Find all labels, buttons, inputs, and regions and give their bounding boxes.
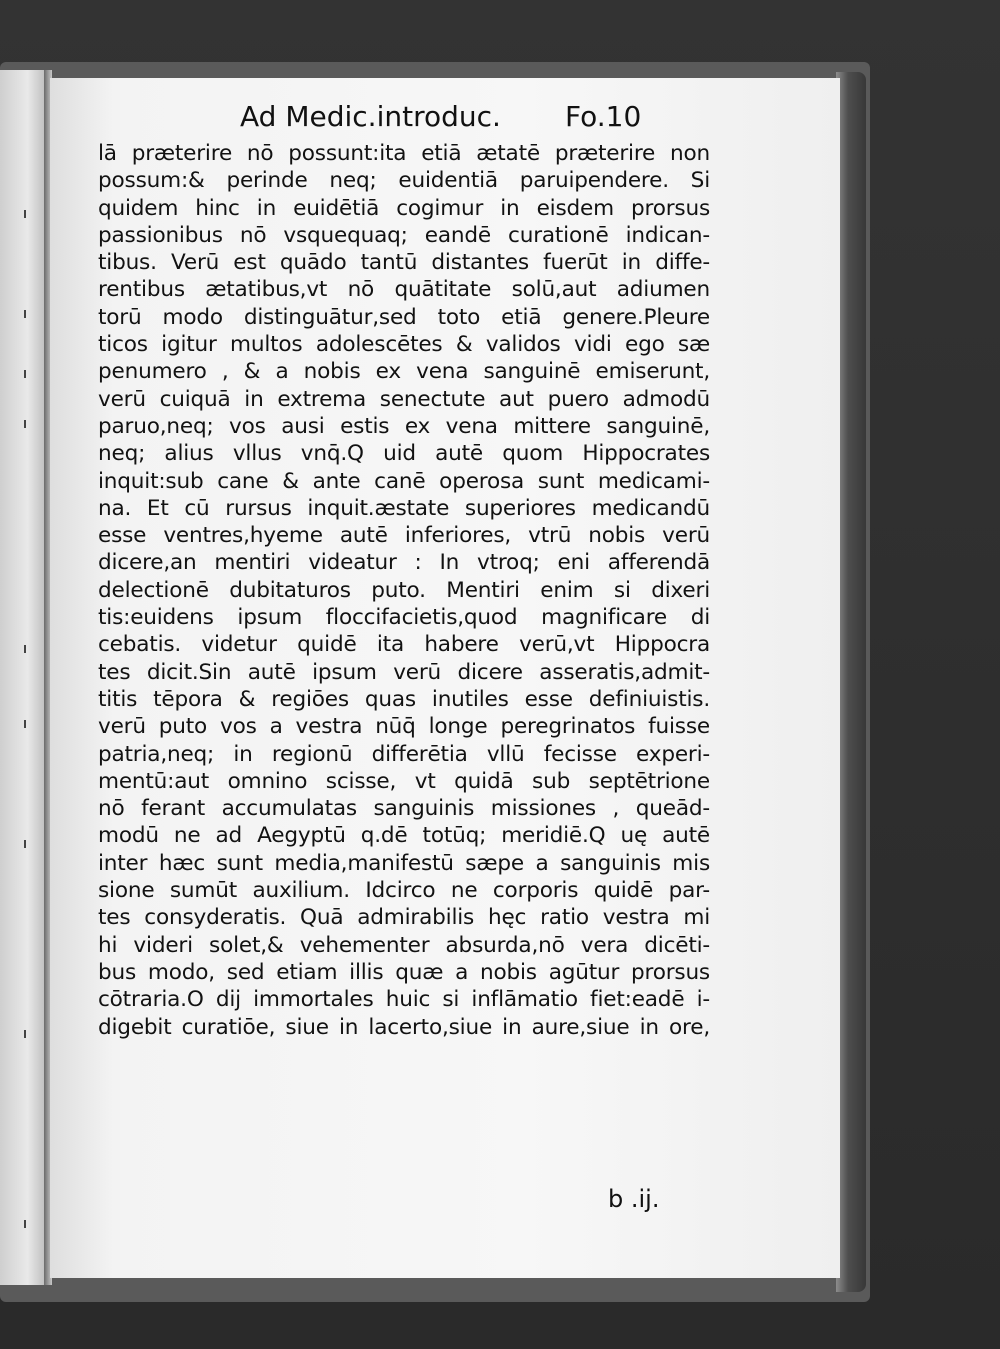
text-line: possum:& perinde neq; euidentiā paruipendere. Si	[98, 168, 710, 194]
text-line: verū puto vos a vestra nūq̄ longe peregrinatos fuisse	[98, 714, 710, 740]
text-line: modū ne ad Aegyptū q.dē totūq; meridiē.Q uę autē	[98, 823, 710, 849]
text-line: paruo,neq; vos ausi estis ex vena mittere sanguinē,	[98, 413, 710, 439]
folio-number: Fo.10	[565, 100, 642, 133]
text-line: passionibus nō vsquequaq; eandē curationē indican-	[98, 222, 710, 248]
text-line: cebatis. videtur quidē ita habere verū,vt Hippocra	[98, 632, 710, 658]
facing-page-edge	[0, 70, 46, 1285]
text-line: tes consyderatis. Quā admirabilis hęc ratio vestra mi	[98, 905, 710, 931]
text-line: tibus. Verū est quādo tantū distantes fuerūt in diffe-	[98, 250, 710, 276]
running-head-title: Ad Medic.introduc.	[240, 100, 501, 133]
text-line: cōtraria.O dij immortales huic si inflāmatio fiet:eadē i-	[98, 987, 710, 1013]
running-head	[240, 100, 660, 140]
text-line: esse ventres,hyeme autē inferiores, vtrū nobis verū	[98, 523, 710, 549]
text-line: torū modo distinguātur,sed toto etiā genere.Pleure	[98, 304, 710, 330]
body-text	[98, 140, 710, 1041]
text-line: sione sumūt auxilium. Idcirco ne corporis quidē par-	[98, 878, 710, 904]
text-line: quidem hinc in euidētiā cogimur in eisdem prorsus	[98, 195, 710, 221]
text-line: patria,neq; in regionū differētia vllū fecisse experi-	[98, 741, 710, 767]
text-line: ticos igitur multos adolescētes & validos vidi ego sæ	[98, 332, 710, 358]
text-line: dicere,an mentiri videatur : In vtroq; eni afferendā	[98, 550, 710, 576]
text-line: verū cuiquā in extrema senectute aut puero admodū	[98, 386, 710, 412]
text-line: inquit:sub cane & ante canē operosa sunt medicami-	[98, 468, 710, 494]
text-line: nō ferant accumulatas sanguinis missiones , queād-	[98, 796, 710, 822]
text-line: neq; alius vllus vnq̄.Q uid autē quom Hippocrates	[98, 441, 710, 467]
text-line: delectionē dubitaturos puto. Mentiri enim si dixeri	[98, 577, 710, 603]
text-line: na. Et cū rursus inquit.æstate superiores medicandū	[98, 495, 710, 521]
text-line: mentū:aut omnino scisse, vt quidā sub septētrione	[98, 768, 710, 794]
text-line: tis:euidens ipsum floccifacietis,quod magnificare di	[98, 605, 710, 631]
text-line: titis tēpora & regiōes quas inutiles esse definiuistis.	[98, 686, 710, 712]
text-line: hi videri solet,& vehementer absurda,nō vera dicēti-	[98, 932, 710, 958]
page-fore-edge	[836, 72, 866, 1292]
text-line: lā præterire nō possunt:ita etiā ætatē præterire non	[98, 141, 710, 166]
text-line: rentibus ætatibus,vt nō quātitate solū,aut adiumen	[98, 277, 710, 303]
text-line: bus modo, sed etiam illis quæ a nobis agūtur prorsus	[98, 959, 710, 985]
text-line: tes dicit.Sin autē ipsum verū dicere asseratis,admit-	[98, 659, 710, 685]
signature-mark: b .ij.	[608, 1185, 660, 1213]
text-line: inter hæc sunt media,manifestū sæpe a sanguinis mis	[98, 850, 710, 876]
text-line: penumero , & a nobis ex vena sanguinē emiserunt,	[98, 359, 710, 385]
text-line: digebit curatiōe, siue in lacerto,siue in aure,siue in ore,	[98, 1014, 710, 1040]
